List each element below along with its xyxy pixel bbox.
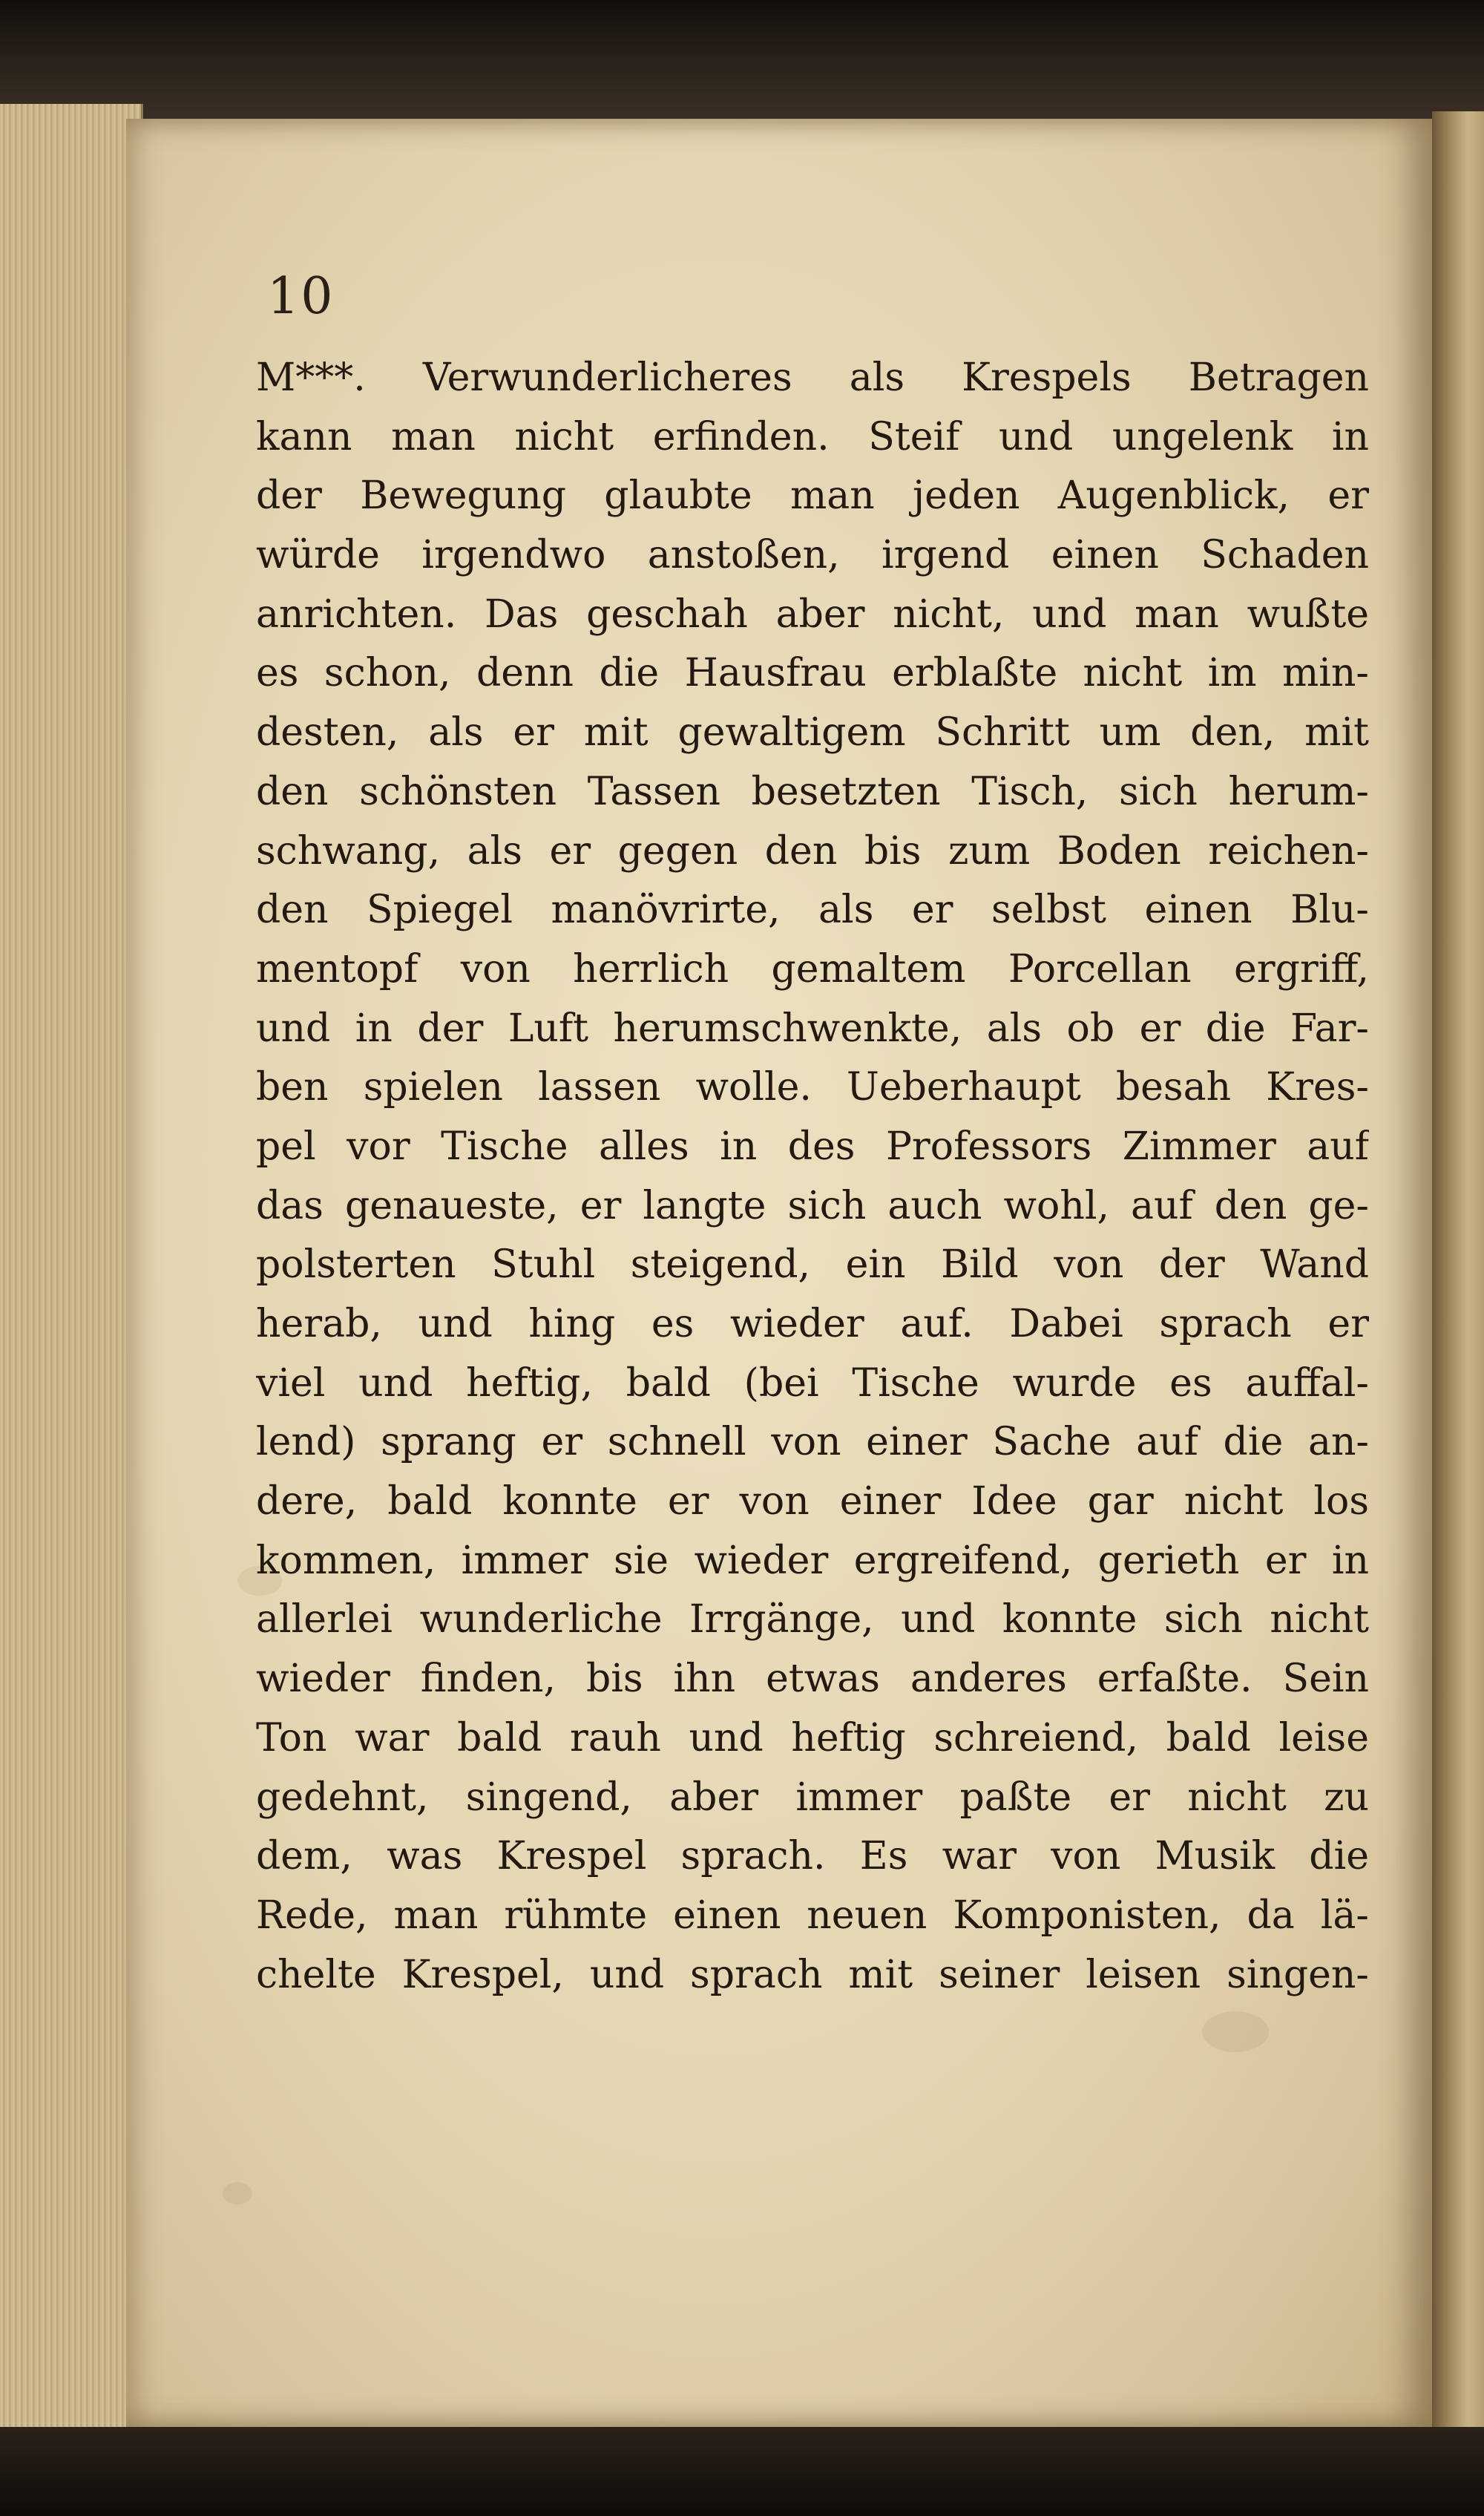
text-line: allerlei wunderliche Irrgänge, und konnte sich nicht [256, 1597, 1369, 1642]
text-line: würde irgendwo anstoßen, irgend einen Schaden [256, 533, 1369, 578]
text-line: Rede, man rühmte einen neuen Komponisten, da lä- [256, 1893, 1369, 1938]
paper-stain [1202, 2011, 1269, 2052]
text-line: dere, bald konnte er von einer Idee gar nicht los [256, 1479, 1369, 1524]
text-line: ben spielen lassen wolle. Ueberhaupt besah Kres- [256, 1065, 1369, 1110]
text-line: den Spiegel manövrirte, als er selbst einen Blu- [256, 888, 1369, 933]
text-line: wieder finden, bis ihn etwas anderes erfaßte. Sein [256, 1657, 1369, 1702]
text-line: und in der Luft herumschwenkte, als ob er die Far- [256, 1006, 1369, 1051]
page-number: 10 [267, 267, 335, 326]
text-line: dem, was Krespel sprach. Es war von Musik die [256, 1834, 1369, 1879]
text-line: das genaueste, er langte sich auch wohl, auf den ge- [256, 1183, 1369, 1228]
text-line: polsterten Stuhl steigend, ein Bild von der Wand [256, 1242, 1369, 1288]
text-line: chelte Krespel, und sprach mit seiner leisen singen- [256, 1952, 1369, 1997]
text-line: herab, und hing es wieder auf. Dabei sprach er [256, 1302, 1369, 1346]
text-line: desten, als er mit gewaltigem Schritt um den, mit [256, 710, 1369, 756]
page-stack-edge [0, 104, 143, 2434]
text-line: der Bewegung glaubte man jeden Augenblick, er [256, 474, 1369, 519]
text-line: kommen, immer sie wieder ergreifend, gerieth er in [256, 1538, 1369, 1583]
text-line: gedehnt, singend, aber immer paßte er nicht zu [256, 1775, 1369, 1820]
text-line: schwang, als er gegen den bis zum Boden reichen- [256, 828, 1369, 874]
text-line: M***. Verwunderlicheres als Krespels Betragen [256, 356, 1369, 400]
text-line: anrichten. Das geschah aber nicht, und man wußte [256, 592, 1369, 637]
paper-stain [223, 2182, 252, 2204]
book-gutter [1432, 111, 1484, 2434]
text-line: pel vor Tische alles in des Professors Zimmer auf [256, 1124, 1369, 1169]
text-line: viel und heftig, bald (bei Tische wurde es auffal- [256, 1360, 1369, 1406]
text-line: Ton war bald rauh und heftig schreiend, bald leise [256, 1715, 1369, 1760]
text-line: mentopf von herrlich gemaltem Porcellan ergriff, [256, 946, 1369, 992]
body-text [256, 349, 1369, 2005]
book-cover-top [0, 0, 1484, 126]
text-line: es schon, denn die Hausfrau erblaßte nicht im min- [256, 651, 1369, 696]
text-line: kann man nicht erfinden. Steif und ungelenk in [256, 414, 1369, 459]
book-cover-bottom [0, 2427, 1484, 2516]
text-line: lend) sprang er schnell von einer Sache auf die an- [256, 1420, 1369, 1465]
text-line: den schönsten Tassen besetzten Tisch, sich herum- [256, 769, 1369, 814]
